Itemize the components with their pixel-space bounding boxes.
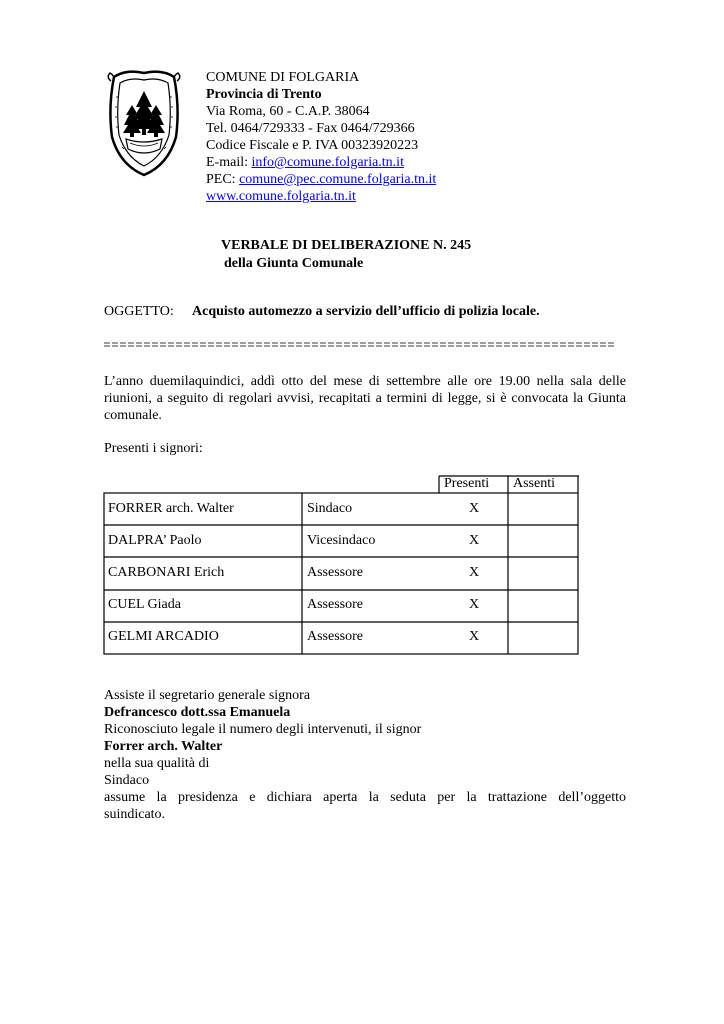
member-name: DALPRA’ Paolo: [108, 533, 202, 548]
presence-mark: X: [469, 597, 480, 612]
president-role: Sindaco: [104, 773, 150, 788]
phone-fax: Tel. 0464/729333 - Fax 0464/729366: [206, 121, 415, 136]
member-role: Assessore: [307, 597, 363, 612]
intro-paragraph: L’anno duemilaquindici, addì otto del mese di settembre alle ore 19.00 nella sala delle riunioni, a seguito di regolari avvisi, recapitati a termini di legge, si è convocata la Giunta comunale.: [104, 374, 626, 423]
member-role: Assessore: [307, 565, 363, 580]
pec-line: [206, 171, 436, 188]
member-role: Sindaco: [307, 501, 353, 516]
presidency-statement-end: suindicato.: [104, 807, 166, 822]
member-name: FORRER arch. Walter: [108, 501, 234, 516]
subject-text: Acquisto automezzo a servizio dell’ufficio di polizia locale.: [192, 304, 540, 319]
pec-label: PEC:: [206, 172, 240, 187]
secretary-intro: Assiste il segretario generale signora: [104, 688, 311, 703]
attendance-table: [103, 475, 579, 655]
municipal-coat-of-arms-logo: [106, 67, 182, 179]
tax-code: Codice Fiscale e P. IVA 00323920223: [206, 138, 419, 153]
presence-mark: X: [469, 565, 480, 580]
quorum-statement: Riconosciuto legale il numero degli intervenuti, il signor: [104, 722, 422, 737]
website-line: [206, 188, 436, 205]
member-name: CUEL Giada: [108, 597, 181, 612]
member-name: GELMI ARCADIO: [108, 629, 219, 644]
province-name: Provincia di Trento: [206, 87, 322, 102]
column-header-assenti: Assenti: [513, 476, 555, 491]
email-link[interactable]: info@comune.folgaria.tn.it: [251, 155, 404, 170]
email-label: E-mail:: [206, 155, 252, 170]
presidency-statement: assume la presidenza e dichiara aperta la seduta per la trattazione dell’oggetto: [104, 790, 626, 805]
address: Via Roma, 60 - C.A.P. 38064: [206, 104, 370, 119]
presence-mark: X: [469, 533, 480, 548]
document-title: [221, 237, 471, 273]
pec-link[interactable]: comune@pec.comune.folgaria.tn.it: [239, 172, 437, 187]
attendees-label: Presenti i signori:: [104, 441, 203, 456]
member-name: CARBONARI Erich: [108, 565, 225, 580]
separator-line: [104, 340, 616, 350]
presence-mark: X: [469, 629, 480, 644]
column-header-presenti: Presenti: [444, 476, 490, 491]
subject-line: [104, 304, 540, 320]
session-details: [104, 687, 626, 823]
capacity-label: nella sua qualità di: [104, 756, 210, 771]
secretary-name: Defrancesco dott.ssa Emanuela: [104, 705, 291, 720]
title-line-2: della Giunta Comunale: [224, 256, 364, 271]
presence-mark: X: [469, 501, 480, 516]
member-role: Vicesindaco: [307, 533, 376, 548]
municipality-header: [206, 69, 436, 205]
email-line: [206, 154, 436, 171]
subject-label: OGGETTO:: [104, 304, 174, 319]
website-link[interactable]: www.comune.folgaria.tn.it: [206, 189, 356, 204]
municipality-name: COMUNE DI FOLGARIA: [206, 70, 360, 85]
member-role: Assessore: [307, 629, 363, 644]
title-line-1: VERBALE DI DELIBERAZIONE N. 245: [221, 238, 472, 253]
president-name: Forrer arch. Walter: [104, 739, 223, 754]
